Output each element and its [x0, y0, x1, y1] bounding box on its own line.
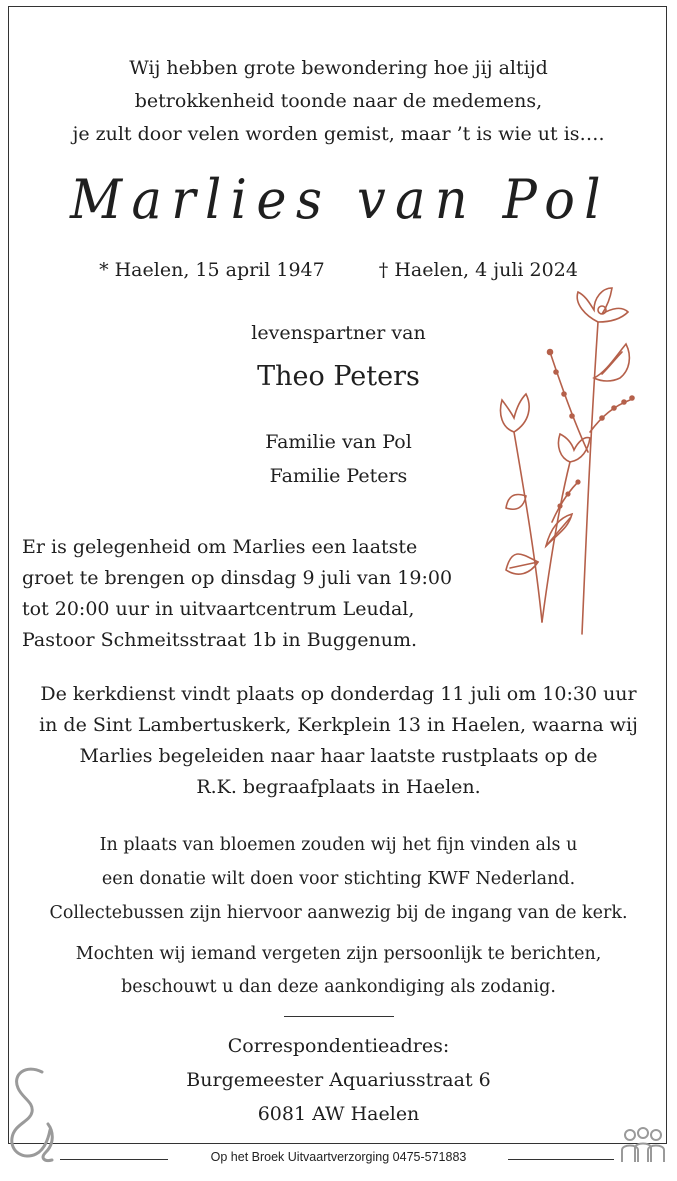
deceased-name: Marlies van Pol: [69, 168, 611, 231]
intro-line: betrokkenheid toonde naar de medemens,: [134, 90, 543, 112]
donation-text: [0, 828, 677, 930]
address-city: 6081 AW Haelen: [257, 1103, 420, 1125]
intro-line: je zult door velen worden gemist, maar ’t is wie ut is….: [72, 123, 605, 145]
donation-line: In plaats van bloemen zouden wij het fijn vinden als u: [99, 835, 578, 855]
footer-rule-right: [508, 1159, 614, 1160]
visitation-line: Pastoor Schmeitsstraat 1b in Buggenum.: [22, 629, 418, 651]
notice-line: beschouwt u dan deze aankondiging als zodanig.: [121, 977, 556, 997]
church-line: Marlies begeleiden naar haar laatste rustplaats op de: [79, 745, 598, 767]
notice-line: Mochten wij iemand vergeten zijn persoonlijk te berichten,: [75, 944, 602, 964]
partner-name: Theo Peters: [257, 361, 420, 392]
life-dates: [0, 255, 677, 285]
ampersand-logo-icon: [4, 1064, 60, 1164]
deceased-name-script: [60, 160, 620, 250]
church-line: R.K. begraafplaats in Haelen.: [196, 776, 481, 798]
address-street: Burgemeester Aquariusstraat 6: [186, 1069, 491, 1091]
donation-line: een donatie wilt doen voor stichting KWF Nederland.: [101, 869, 576, 889]
family-line: Familie Peters: [269, 465, 408, 487]
section-divider: [284, 1016, 394, 1017]
address-label: Correspondentieadres:: [227, 1035, 450, 1057]
family-line: Familie van Pol: [265, 431, 412, 453]
correspondence-address: [0, 1029, 677, 1131]
notice-text: [0, 938, 677, 1004]
church-line: in de Sint Lambertuskerk, Kerkplein 13 in Haelen, waarna wij: [39, 714, 638, 736]
visitation-text: [22, 532, 492, 656]
partner-label: levenspartner van: [251, 322, 426, 344]
visitation-line: Er is gelegenheid om Marlies een laatste: [22, 536, 418, 558]
people-group-logo-icon: [616, 1126, 670, 1166]
footer-undertaker: Op het Broek Uitvaartverzorging 0475-571883: [210, 1150, 467, 1164]
visitation-line: groet te brengen op dinsdag 9 juli van 19:00: [22, 567, 453, 589]
flower-illustration: [490, 282, 640, 642]
death-date: † Haelen, 4 juli 2024: [378, 259, 578, 281]
donation-line: Collectebussen zijn hiervoor aanwezig bij de ingang van de kerk.: [49, 903, 628, 923]
intro-line: Wij hebben grote bewondering hoe jij altijd: [129, 57, 548, 79]
intro-text: [0, 52, 677, 151]
visitation-line: tot 20:00 uur in uitvaartcentrum Leudal,: [22, 598, 415, 620]
birth-date: * Haelen, 15 april 1947: [99, 259, 325, 281]
church-service-text: [0, 679, 677, 803]
church-line: De kerkdienst vindt plaats op donderdag 11 juli om 10:30 uur: [40, 683, 637, 705]
